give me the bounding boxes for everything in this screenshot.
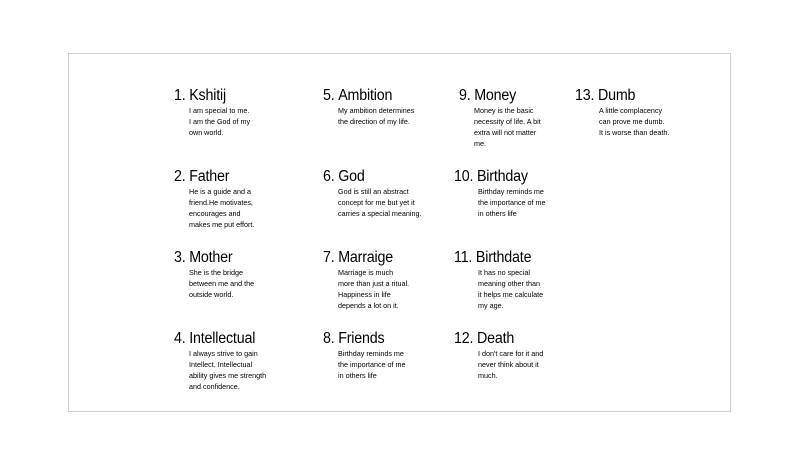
entry-heading	[323, 87, 407, 104]
entry-number: 2.	[174, 168, 186, 185]
entry-title: Father	[189, 168, 230, 185]
entry-dumb	[575, 87, 669, 138]
entry-number: 6.	[323, 168, 335, 185]
entry-description: He is a guide and a friend.He motivates, encourages and makes me put effort.	[189, 187, 255, 229]
entry-heading	[323, 249, 402, 266]
entry-intellectual	[174, 330, 266, 392]
entry-ambition	[323, 87, 414, 127]
entry-heading	[174, 330, 259, 347]
entry-description: Birthday reminds me the importance of me in others life	[478, 187, 546, 218]
entry-title: Mother	[189, 249, 233, 266]
entry-number: 4.	[174, 330, 186, 347]
entry-description: Money is the basic necessity of life. A bit extra will not matter me.	[474, 106, 541, 148]
entry-description: I don't care for it and never think about it much.	[478, 349, 544, 380]
entry-description: It has no special meaning other than it helps me calculate my age.	[478, 268, 544, 310]
entry-description: She is the bridge between me and the outside world.	[189, 268, 255, 299]
entry-money	[459, 87, 541, 149]
entry-friends	[323, 330, 406, 381]
entry-number: 9.	[459, 87, 471, 104]
entry-heading	[454, 168, 538, 185]
entry-description: I always strive to gain Intellect. Intellectual ability gives me strength and confidence.	[189, 349, 267, 391]
entry-title: Ambition	[338, 87, 393, 104]
entry-number: 13.	[575, 87, 595, 104]
entry-heading	[454, 330, 536, 347]
entry-heading	[323, 168, 414, 185]
entry-death	[454, 330, 543, 381]
entry-heading	[323, 330, 399, 347]
entry-marraige	[323, 249, 409, 311]
entry-number: 8.	[323, 330, 335, 347]
entry-number: 11.	[454, 249, 473, 266]
entry-god	[323, 168, 422, 219]
entry-heading	[174, 168, 248, 185]
entry-number: 1.	[174, 87, 186, 104]
entry-title: Birthday	[476, 168, 528, 185]
entry-kshitij	[174, 87, 250, 138]
entry-birthdate	[454, 249, 543, 311]
entry-heading	[174, 87, 244, 104]
entry-number: 3.	[174, 249, 186, 266]
entry-description: Marriage is much more than just a ritual. Happiness in life depends a lot on it.	[338, 268, 410, 310]
entry-title: Birthdate	[475, 249, 532, 266]
entry-number: 10.	[454, 168, 474, 185]
entry-heading	[575, 87, 662, 104]
entry-title: Kshitij	[189, 87, 226, 104]
entry-description: Birthday reminds me the importance of me in others life	[338, 349, 406, 380]
entry-title: God	[338, 168, 365, 185]
entry-birthday	[454, 168, 546, 219]
entry-description: God is still an abstract concept for me but yet it carries a special meaning.	[338, 187, 422, 218]
entry-title: Money	[474, 87, 517, 104]
entry-title: Friends	[338, 330, 385, 347]
entry-heading	[174, 249, 248, 266]
entry-mother	[174, 249, 254, 300]
entry-number: 12.	[454, 330, 474, 347]
entry-heading	[454, 249, 536, 266]
entry-title: Marraige	[338, 249, 394, 266]
entry-number: 5.	[323, 87, 335, 104]
entry-title: Dumb	[597, 87, 636, 104]
entry-heading	[459, 87, 534, 104]
entry-description: I am special to me. I am the God of my own world.	[189, 106, 251, 137]
entry-title: Intellectual	[189, 330, 256, 347]
entry-father	[174, 168, 254, 230]
entry-title: Death	[476, 330, 515, 347]
entry-description: A little complacency can prove me dumb. It is worse than death.	[599, 106, 670, 137]
entry-number: 7.	[323, 249, 335, 266]
entry-description: My ambition determines the direction of my life.	[338, 106, 415, 126]
